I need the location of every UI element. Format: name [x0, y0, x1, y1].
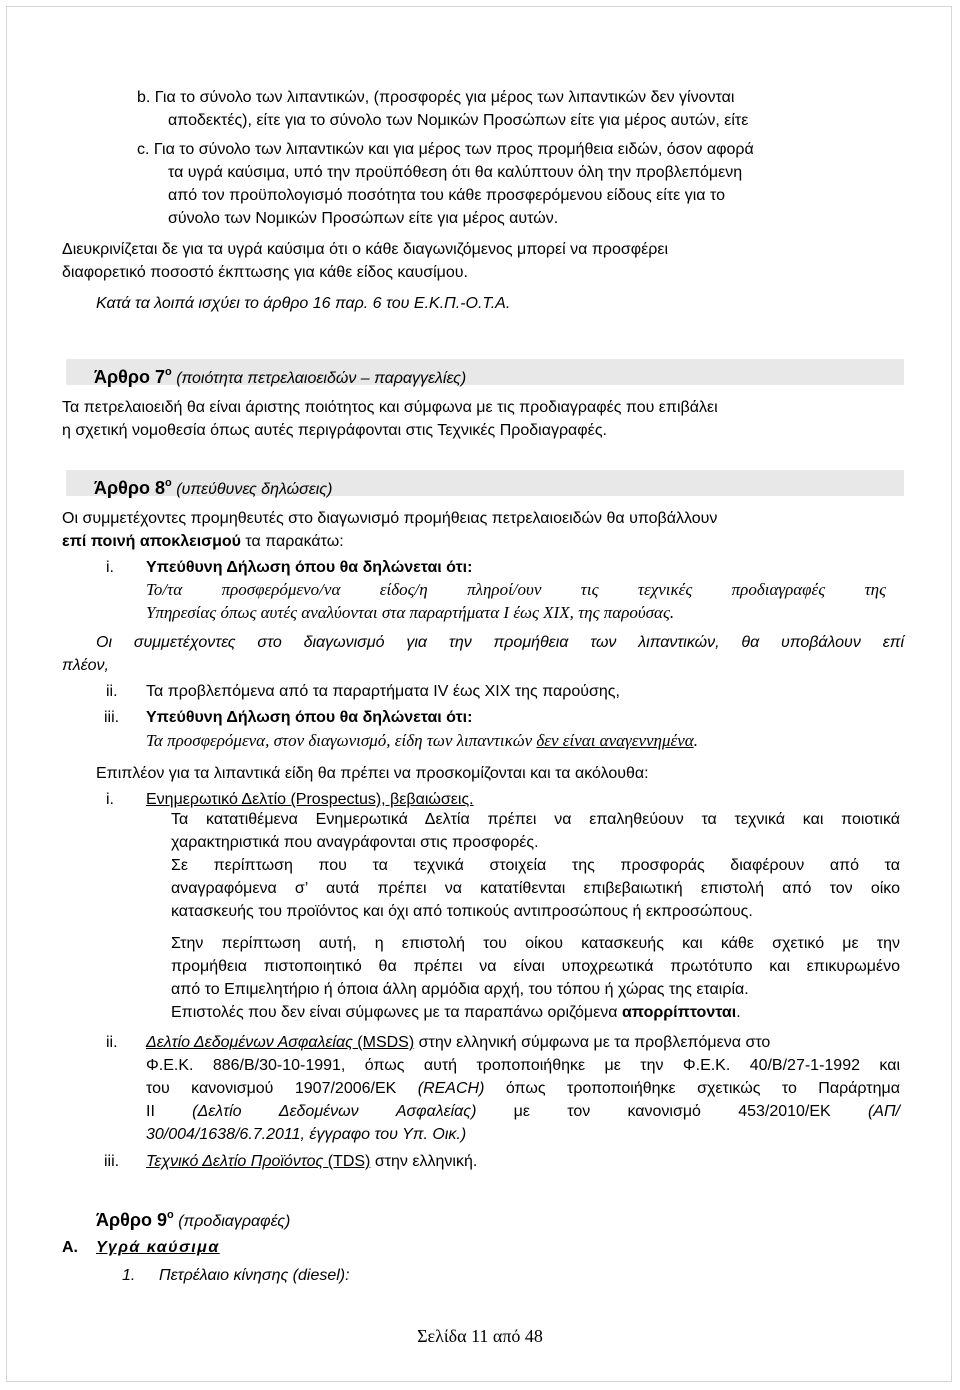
section-a-title: Υγρά καύσιμα: [96, 1239, 220, 1256]
section-a-letter: Α.: [62, 1239, 78, 1256]
rejected-word: απορρίπτονται: [621, 1004, 737, 1021]
decl-iii-title: Υπεύθυνη Δήλωση όπου θα δηλώνεται ότι:: [146, 709, 473, 726]
decl-ii-text: Τα προβλεπόμενα από τα παραρτήματα IV έως XIX της παρούσης,: [146, 683, 620, 700]
article-9-subtitle: (προδιαγραφές): [178, 1213, 291, 1230]
tds-title: Τεχνικό Δελτίο Προϊόντος: [146, 1153, 324, 1170]
req-ii-line4: ΙΙ (Δελτίο Δεδομένων Ασφαλείας) με τον κανονισμό 453/2010/ΕΚ (ΑΠ/: [146, 1103, 900, 1120]
article-9-sup: ο: [167, 1209, 174, 1221]
clarification-line2: διαφορετικό ποσοστό έκπτωσης για κάθε είδος καυσίμου.: [62, 264, 468, 281]
req-ii-number: ii.: [106, 1034, 118, 1051]
decl-i-statement-line1: Το/τα προσφερόμενο/να είδος/η πληροί/ουν τις τεχνικές προδιαγραφές της: [146, 580, 886, 599]
req-i-line5: κατασκευής του προϊόντος και όχι από τοπικούς αντιπροσώπους ή εκπροσώπους.: [171, 903, 753, 920]
msds-title: Δελτίο Δεδομένων Ασφαλείας: [146, 1034, 353, 1051]
remaining-clause: Κατά τα λοιπά ισχύει το άρθρο 16 παρ. 6 του Ε.Κ.Π.-Ο.Τ.Α.: [96, 295, 511, 312]
decl-i-statement-line2: Υπηρεσίας όπως αυτές αναλύονται στα παραρτήματα Ι έως ΧΙΧ, της παρούσας.: [146, 603, 675, 622]
article-7-heading: [94, 362, 466, 389]
article-8-title: Άρθρο 8: [94, 478, 166, 498]
exclusion-penalty: επί ποινή αποκλεισμού: [62, 533, 241, 550]
item-c-line2: τα υγρά καύσιμα, υπό την προϋπόθεση ότι θα καλύπτουν όλη την προβλεπόμενη: [168, 164, 743, 181]
req-iii-number: iii.: [104, 1153, 120, 1170]
page-footer: Σελίδα 11 από 48: [417, 1326, 543, 1346]
additional-requirements: Επιπλέον για τα λιπαντικά είδη θα πρέπει να προσκομίζονται και τα ακόλουθα:: [96, 765, 649, 782]
item-b-line2: αποδεκτές), είτε για το σύνολο των Νομικών Προσώπων είτε για μέρος αυτών, είτε: [168, 112, 749, 129]
decl-i-title: Υπεύθυνη Δήλωση όπου θα δηλώνεται ότι:: [146, 559, 473, 576]
article-9-title: Άρθρο 9: [96, 1210, 168, 1230]
req-iii-text: Τεχνικό Δελτίο Προϊόντος (TDS) στην ελληνική.: [146, 1153, 478, 1170]
article-7-subtitle: (ποιότητα πετρελαιοειδών – παραγγελίες): [176, 370, 467, 387]
decl-iii-number: iii.: [104, 709, 120, 726]
item-b-line1: b. Για το σύνολο των λιπαντικών, (προσφορές για μέρος των λιπαντικών δεν γίνονται: [137, 89, 735, 106]
article-8-text-line2: επί ποινή αποκλεισμού τα παρακάτω:: [62, 533, 344, 550]
req-i-line7: προμήθεια πιστοποιητικό θα πρέπει να είναι υποχρεωτικά πρωτότυπο και επικυρωμένο: [171, 958, 900, 975]
item-c-line1: c. Για το σύνολο των λιπαντικών και για μέρος των προς προμήθεια ειδών, όσον αφορά: [137, 141, 754, 158]
item-1-number: 1.: [122, 1267, 136, 1284]
item-c-line3: από τον προϋπολογισμό ποσότητα του κάθε προσφερόμενου είδους είτε για το: [168, 187, 725, 204]
decl-i-number: i.: [106, 559, 114, 576]
req-i-line1: Τα κατατιθέμενα Ενημερωτικά Δελτία πρέπει να επαληθεύουν τα τεχνικά και ποιοτικά: [171, 811, 900, 828]
req-i-title: Ενημερωτικό Δελτίο (Prospectus), βεβαιώσεις.: [146, 791, 474, 808]
req-i-line4: αναγραφόμενα σ’ αυτά πρέπει να κατατίθενται επιβεβαιωτική επιστολή από τον οίκο: [171, 880, 900, 897]
req-i-line3: Σε περίπτωση που τα τεχνικά στοιχεία της προσφοράς διαφέρουν από τα: [171, 857, 900, 874]
req-i-line2: χαρακτηριστικά που αναγράφονται στις προσφορές.: [171, 834, 539, 851]
lubricants-clause-line2: πλέον,: [62, 657, 109, 674]
article-7-text-line1: Τα πετρελαιοειδή θα είναι άριστης ποιότητος και σύμφωνα με τις προδιαγραφές που επιβάλει: [62, 399, 718, 416]
article-9-heading: [96, 1205, 290, 1232]
not-regenerated: δεν είναι αναγεννημένα: [536, 731, 694, 750]
clarification-line1: Διευκρινίζεται δε για τα υγρά καύσιμα ότι ο κάθε διαγωνιζόμενος μπορεί να προσφέρει: [62, 241, 669, 258]
req-ii-line2: Φ.Ε.Κ. 886/Β/30-10-1991, όπως αυτή τροποποιήθηκε με την Φ.Ε.Κ. 40/Β/27-1-1992 και: [146, 1057, 900, 1074]
article-8-text-line1: Οι συμμετέχοντες προμηθευτές στο διαγωνισμό προμήθειας πετρελαιοειδών θα υποβάλλουν: [62, 510, 718, 527]
article-7-title: Άρθρο 7: [94, 367, 166, 387]
req-ii-line5: 30/004/1638/6.7.2011, έγγραφο του Υπ. Οικ.): [146, 1126, 467, 1143]
lubricants-clause-line1: Οι συμμετέχοντες στο διαγωνισμό για την προμήθεια των λιπαντικών, θα υποβάλουν επί: [96, 634, 904, 651]
article-7-text-line2: η σχετική νομοθεσία όπως αυτές περιγράφονται στις Τεχνικές Προδιαγραφές.: [62, 422, 607, 439]
item-c-line4: σύνολο των Νομικών Προσώπων είτε για μέρος αυτών.: [168, 210, 559, 227]
article-7-sup: ο: [165, 366, 172, 378]
req-ii-line3: του κανονισμού 1907/2006/ΕΚ (REACH) όπως τροποποιήθηκε σχετικώς το Παράρτημα: [146, 1080, 900, 1097]
article-8-subtitle: (υπεύθυνες δηλώσεις): [176, 481, 333, 498]
req-i-line8: από το Επιμελητήριο ή όποια άλλη αρμόδια αρχή, του τόπου ή χώρας της εταιρία.: [171, 981, 749, 998]
decl-ii-number: ii.: [106, 683, 118, 700]
req-ii-line1: Δελτίο Δεδομένων Ασφαλείας (MSDS) στην ελληνική σύμφωνα με τα προβλεπόμενα στο: [146, 1034, 771, 1051]
item-1-diesel: Πετρέλαιο κίνησης (diesel):: [159, 1267, 350, 1284]
article-8-sup: ο: [165, 477, 172, 489]
req-i-line6: Στην περίπτωση αυτή, η επιστολή του οίκου κατασκευής και κάθε σχετικό με την: [171, 935, 900, 952]
req-i-number: i.: [106, 791, 114, 808]
decl-iii-statement: Τα προσφερόμενα, στον διαγωνισμό, είδη των λιπαντικών δεν είναι αναγεννημένα.: [146, 731, 698, 750]
req-i-line9: Επιστολές που δεν είναι σύμφωνες με τα παραπάνω οριζόμενα απορρίπτονται.: [171, 1004, 741, 1021]
article-8-heading: [94, 473, 332, 500]
